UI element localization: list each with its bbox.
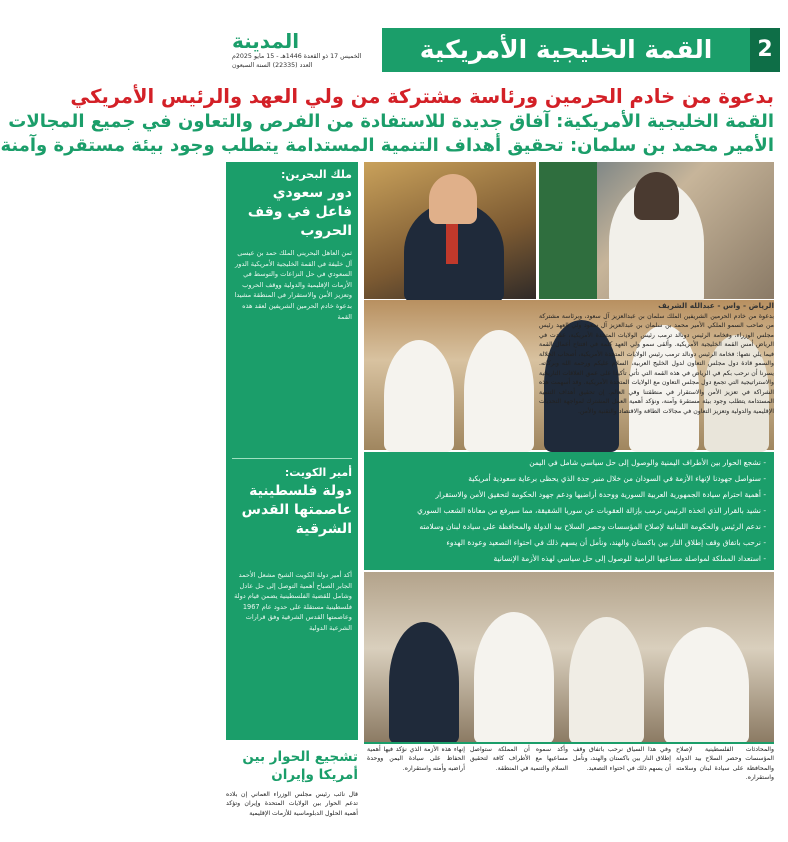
figure-6 <box>389 622 459 744</box>
key-point: - أهمية احترام سيادة الجمهورية العربية السورية ووحدة أراضيها ودعم جهود الحكومة لتحقيق الأمن والاستقرار <box>435 490 766 499</box>
headline-kicker: بدعوة من خادم الحرمين ورئاسة مشتركة من ولي العهد والرئيس الأمريكي <box>70 85 774 108</box>
key-point: - سنواصل جهودنا لإنهاء الأزمة في السودان من خلال منبر جدة الذي يحظى برعاية سعودية أمريكية <box>468 474 766 483</box>
figure-2 <box>464 330 534 452</box>
sidebar <box>226 162 358 740</box>
sidebar-divider <box>232 458 352 459</box>
flag-backdrop <box>539 162 597 299</box>
issue-date: الخميس 17 ذو القعدة 1446هـ - 15 مايو 2025م <box>232 53 362 60</box>
figure-9 <box>664 627 749 744</box>
photo-crown-prince <box>539 162 774 299</box>
kuwait-kicker: أمير الكويت: <box>284 466 352 479</box>
article-bottom-col-2: وفي هذا السياق نرحب باتفاق وقف إطلاق النار بين باكستان والهند، ونأمل أن يسهم ذلك في احتواء التصعيد. <box>573 746 671 772</box>
section-rule <box>364 742 774 744</box>
kuwait-headline: دولة فلسطينية عاصمتها القدس الشرقية <box>241 483 352 537</box>
photo-summit-walk <box>364 572 774 742</box>
article-bottom-col-3: وأكد سموه أن المملكة ستواصل مساعيها مع الأطراف كافة لتحقيق السلام والتنمية في المنطقة. <box>470 746 568 772</box>
headline-secondary: الأمير محمد بن سلمان: تحقيق أهداف التنمية المستدامة يتطلب وجود بيئة مستقرة وآمنة <box>0 135 774 156</box>
kuwait-text: أكد أمير دولة الكويت الشيخ مشعل الأحمد الجابر الصباح أهمية التوصل إلى حل عادل وشامل للقضية الفلسطينية يضمن قيام دولة فلسطينية مستقلة على حدود عام 1967 وعاصمتها القدس الشرقية وفق قرارات الشرعية الدولية <box>234 571 352 632</box>
key-point: - نشيد بالقرار الذي اتخذه الرئيس ترمب بإزالة العقوبات عن سوريا الشقيقة، مما سيرفع من معاناة الشعب السوري <box>417 506 766 515</box>
figure-1 <box>384 340 454 452</box>
section-title: القمة الخليجية الأمريكية <box>419 35 713 64</box>
key-point: - ندعم الرئيس والحكومة اللبنانية لإصلاح المؤسسات وحصر السلاح بيد الدولة والمحافظة على سيادة لبنان وسلامته <box>419 522 766 531</box>
bahrain-kicker: ملك البحرين: <box>281 168 352 181</box>
headline-main: القمة الخليجية الأمريكية: آفاق جديدة للاستفادة من الفرص والتعاون في جميع المجالات <box>8 111 774 132</box>
byline: الرياض - واس - عبدالله الشريف <box>658 301 774 310</box>
figure-face <box>429 174 477 224</box>
iran-headline: تشجيع الحوار بين أمريكا وإيران <box>242 749 358 783</box>
bahrain-text: ثمن العاهل البحريني الملك حمد بن عيسى آل خليفة في القمة الخليجية الأمريكية الدور السعودي في حل النزاعات والتوسط في الأزمات الإقليمية والدولية ووقف الحروب وتعزيز الأمن والاستقرار في المنطقة مشيدا بدعوة خادم الحرمين الشريفين لعقد هذه القمة <box>234 249 352 321</box>
iran-text: قال نائب رئيس مجلس الوزراء العماني إن بلاده تدعم الحوار بين الولايات المتحدة وإيران وتؤكد أهمية الحلول الدبلوماسية للأزمات الإقليمية <box>226 791 358 817</box>
page-number: 2 <box>750 28 780 72</box>
newspaper-logo: المدينة <box>232 29 300 53</box>
key-points-box <box>364 452 774 570</box>
article-bottom-col-1: والمحادثات الفلسطينية لإصلاح المؤسسات وحصر السلاح بيد الدولة والمحافظة على سيادة لبنان وسلامته واستقراره. <box>676 746 774 782</box>
key-point: - نشجع الحوار بين الأطراف اليمنية والوصول إلى حل سياسي شامل في اليمن <box>529 458 766 467</box>
issue-number: العدد (22335) السنة السبعون <box>232 62 313 69</box>
article-main: بدعوة من خادم الحرمين الشريفين الملك سلمان بن عبدالعزيز آل سعود، وبرئاسة مشتركة من صاحب السمو الملكي الأمير محمد بن سلمان بن عبدالعزيز آل سعود ولي العهد رئيس مجلس الوزراء، وفخامة الرئيس دونالد ترمب رئيس الولايات المتحدة الأمريكية، عقدت في الرياض أمس القمة الخليجية الأمريكية. وألقى سمو ولي العهد كلمة في افتتاح أعمال القمة فيما يلي نصها: فخامة الرئيس دونالد ترمب رئيس الولايات المتحدة الأمريكية، أصحاب الجلالة والسمو قادة دول مجلس التعاون لدول الخليج العربية، السلام عليكم ورحمة الله وبركاته. يسرنا أن نرحب بكم في الرياض في هذه القمة التي تأتي تأكيدا على عمق العلاقات التاريخية والاستراتيجية التي تجمع دول مجلس التعاون مع الولايات المتحدة الأمريكية. وقد أسهمت هذه الشراكة في تعزيز الأمن والاستقرار في منطقتنا وفي العالم. إن تحقيق أهداف التنمية المستدامة يتطلب وجود بيئة مستقرة وآمنة، ونؤكد أهمية العمل المشترك لمواجهة التحديات الإقليمية والدولية وتعزيز التعاون في مجالات الطاقة والاقتصاد والتقنية والأمن. <box>539 313 774 415</box>
figure-tie <box>446 224 458 264</box>
photo-trump <box>364 162 536 299</box>
figure-8 <box>569 617 644 744</box>
key-point: - استعداد المملكة لمواصلة مساعيها الرامية للوصول إلى حل سياسي لهذه الأزمة الإنسانية <box>493 554 766 563</box>
article-bottom-col-4: إنهاء هذه الأزمة الذي نؤكد فيها أهمية الحفاظ على سيادة اليمن ووحدة أراضيه وأمنه واستقراره. <box>367 746 465 772</box>
figure-head <box>634 172 679 220</box>
key-point: - نرحب باتفاق وقف إطلاق النار بين باكستان والهند، ونأمل أن يسهم ذلك في احتواء التصعيد وعودة الهدوء <box>446 538 766 547</box>
bahrain-headline: دور سعودي فاعل في وقف الحروب <box>247 185 352 239</box>
figure-7 <box>474 612 554 744</box>
